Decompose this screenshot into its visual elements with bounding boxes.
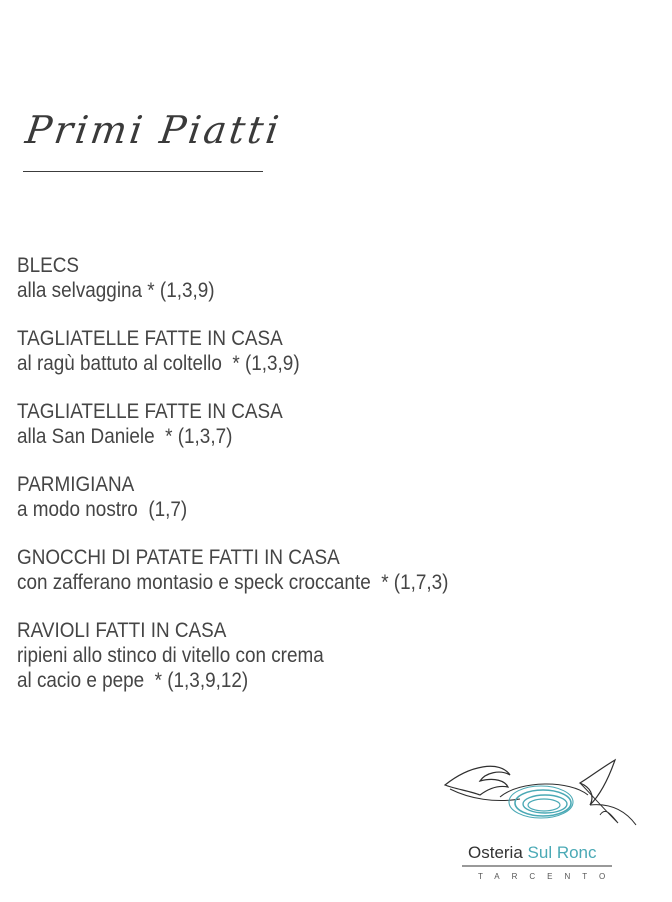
dish-name: RAVIOLI FATTI IN CASA [17,619,227,642]
birds-nest-icon [440,755,640,845]
dish-name: TAGLIATELLE FATTE IN CASA [17,400,283,423]
logo-name-part1: Osteria [468,843,528,862]
logo-name-part2: Sul Ronc [527,843,597,862]
dish-item [17,472,647,522]
logo-wordmark [468,843,597,863]
dish-description: alla selvaggina * (1,3,9) [17,279,215,302]
dish-description: al ragù battuto al coltello * (1,3,9) [17,352,300,375]
section-heading: Primi Piatti [22,108,285,152]
restaurant-logo [440,755,640,890]
logo-city: TARCENTO [478,872,618,881]
dish-item [17,399,647,449]
dish-description: con zafferano montasio e speck croccante * (1,7,3) [17,571,449,594]
dish-description: ripieni allo stinco di vitello con crema [17,644,324,667]
dish-item [17,253,647,303]
dish-description: al cacio e pepe * (1,3,9,12) [17,669,249,692]
dish-name: TAGLIATELLE FATTE IN CASA [17,327,283,350]
dish-description: a modo nostro (1,7) [17,498,188,521]
dish-item [17,545,647,595]
dish-description: alla San Daniele * (1,3,7) [17,425,233,448]
dish-name: BLECS [17,254,79,277]
heading-underline [23,171,263,172]
dish-name: GNOCCHI DI PATATE FATTI IN CASA [17,546,340,569]
dish-item [17,326,647,376]
dish-name: PARMIGIANA [17,473,135,496]
dish-list [17,253,647,716]
dish-item [17,618,647,693]
